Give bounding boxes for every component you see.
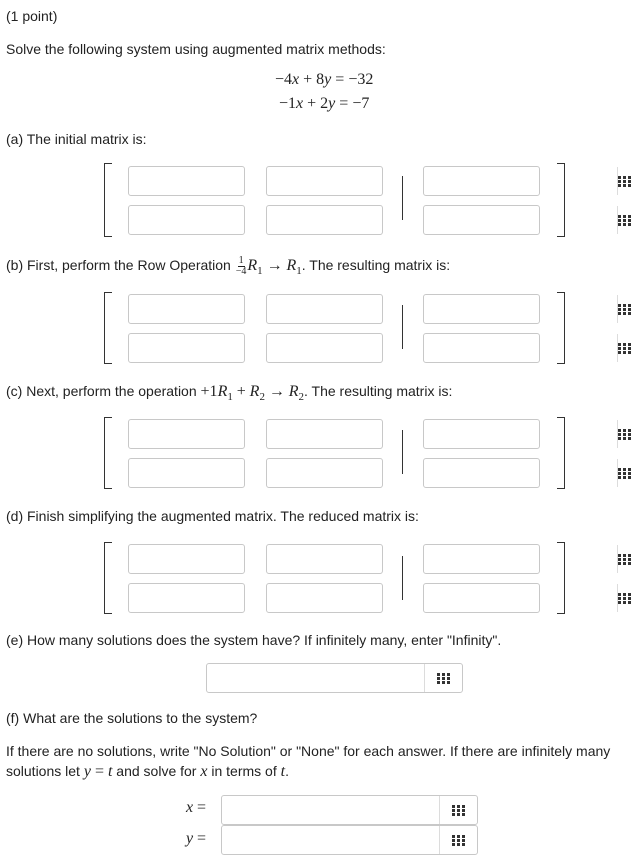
matrix-b-cell-r1c2[interactable]: [266, 294, 383, 324]
matrix-d-cell-r1c3[interactable]: [423, 544, 540, 574]
text-input[interactable]: [222, 796, 439, 824]
part-e-label: (e) How many solutions does the system have? If infinitely many, enter "Infinity".: [6, 632, 502, 648]
left-bracket: [104, 163, 112, 237]
grid-keypad-icon[interactable]: [617, 206, 631, 234]
equation-1: −4x + 8y = −32: [275, 71, 374, 88]
text-input[interactable]: [207, 664, 424, 692]
grid-keypad-icon[interactable]: [617, 334, 631, 362]
matrix-b-cell-r2c3[interactable]: [423, 333, 540, 363]
matrix-a-cell-r2c3[interactable]: [423, 205, 540, 235]
text-input[interactable]: [222, 826, 439, 854]
matrix-c-cell-r1c1[interactable]: [128, 419, 245, 449]
grid-keypad-icon[interactable]: [439, 796, 477, 824]
left-bracket: [104, 417, 112, 489]
cell-input[interactable]: [424, 420, 617, 448]
matrix-d-cell-r1c2[interactable]: [266, 544, 383, 574]
matrix-b-cell-r1c3[interactable]: [423, 294, 540, 324]
points-label: (1 point): [6, 8, 58, 24]
matrix-d-cell-r2c3[interactable]: [423, 583, 540, 613]
matrix-c-cell-r2c3[interactable]: [423, 458, 540, 488]
part-f-label: (f) What are the solutions to the system?: [6, 710, 258, 726]
grid-keypad-icon[interactable]: [617, 545, 631, 573]
part-d-label: (d) Finish simplifying the augmented matrix. The reduced matrix is:: [6, 508, 419, 524]
matrix-a-cell-r2c2[interactable]: [266, 205, 383, 235]
left-bracket: [104, 542, 112, 614]
cell-input[interactable]: [424, 206, 617, 234]
part-b-label: (b) First, perform the Row Operation $\frac{1}{-4}$ $R_1 \to R_1$. The resulting matrix is:: [6, 255, 451, 277]
grid-keypad-icon[interactable]: [617, 420, 631, 448]
grid-keypad-icon[interactable]: [617, 584, 631, 612]
cell-input[interactable]: [424, 167, 617, 195]
part-c-label: (c) Next, perform the operation $+1R_1 + R_2 \to R_2$. The resulting matrix is:: [6, 383, 453, 403]
matrix-c-cell-r1c3[interactable]: [423, 419, 540, 449]
matrix-d-cell-r2c1[interactable]: [128, 583, 245, 613]
cell-input[interactable]: [424, 459, 617, 487]
matrix-c-cell-r2c2[interactable]: [266, 458, 383, 488]
matrix-a-cell-r1c3[interactable]: [423, 166, 540, 196]
cell-input[interactable]: [424, 584, 617, 612]
cell-input[interactable]: [424, 545, 617, 573]
grid-keypad-icon[interactable]: [617, 167, 631, 195]
matrix-b-cell-r1c1[interactable]: [128, 294, 245, 324]
x-label: x =: [186, 799, 207, 816]
y-value-input[interactable]: [221, 825, 478, 855]
fraction: $\frac{1}{-4}$: [235, 255, 247, 277]
instruction-text: Solve the following system using augmented matrix methods:: [6, 41, 386, 57]
matrix-a-cell-r1c2[interactable]: [266, 166, 383, 196]
matrix-b-cell-r2c2[interactable]: [266, 333, 383, 363]
matrix-c-cell-r1c2[interactable]: [266, 419, 383, 449]
y-label: y =: [186, 830, 207, 847]
matrix-d-cell-r2c2[interactable]: [266, 583, 383, 613]
part-f-instruction-2: solutions let y = t and solve for x in terms of t.: [6, 763, 289, 780]
equation-2: −1x + 2y = −7: [279, 95, 370, 112]
matrix-d-cell-r1c1[interactable]: [128, 544, 245, 574]
matrix-a-cell-r2c1[interactable]: [128, 205, 245, 235]
x-value-input[interactable]: [221, 795, 478, 825]
solution-count-input[interactable]: [206, 663, 463, 693]
grid-keypad-icon[interactable]: [617, 459, 631, 487]
grid-keypad-icon[interactable]: [439, 826, 477, 854]
cell-input[interactable]: [424, 295, 617, 323]
left-bracket: [104, 292, 112, 364]
grid-keypad-icon[interactable]: [424, 664, 462, 692]
matrix-c-cell-r2c1[interactable]: [128, 458, 245, 488]
part-f-instruction-1: If there are no solutions, write "No Solution" or "None" for each answer. If there are infinitely many: [6, 743, 611, 759]
matrix-a-cell-r1c1[interactable]: [128, 166, 245, 196]
grid-keypad-icon[interactable]: [617, 295, 631, 323]
part-a-label: (a) The initial matrix is:: [6, 131, 147, 147]
matrix-b-cell-r2c1[interactable]: [128, 333, 245, 363]
cell-input[interactable]: [424, 334, 617, 362]
